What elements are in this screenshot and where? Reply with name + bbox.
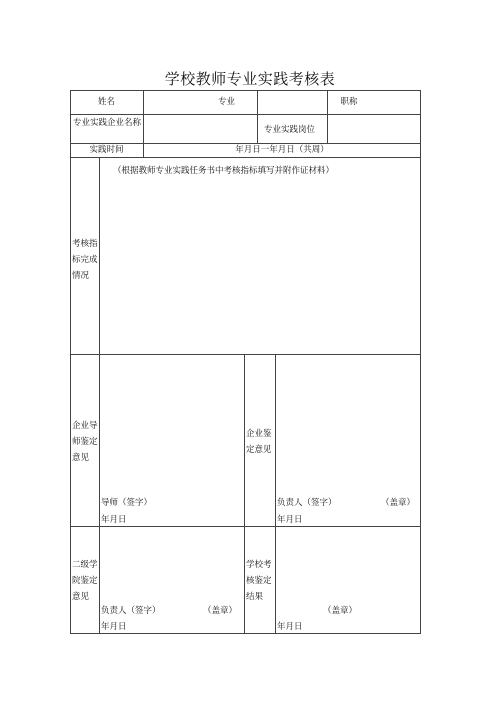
college-date: 年月日 (101, 622, 127, 632)
company-sign-label: 负责人（签字） (277, 498, 337, 508)
company-name-label: 专业实践企业名称 (73, 118, 142, 128)
mentor-sign-label: 导师（签字） (101, 498, 153, 508)
time-value: 年月日一年月日（共周） (235, 145, 329, 155)
college-seal-label: （盖章） (203, 606, 238, 616)
page-title: 学校教师专业实践考核表 (164, 70, 336, 88)
col-divider (257, 90, 258, 115)
mentor-opinion-label: 企业导 师鉴定 意见 (72, 421, 98, 463)
col-divider (275, 354, 276, 634)
school-seal-label: （盖章） (323, 606, 358, 616)
row-divider (70, 354, 421, 355)
col-divider (244, 354, 245, 634)
col-divider (143, 90, 144, 115)
col-divider (99, 157, 100, 634)
name-label: 姓名 (97, 97, 115, 107)
company-date: 年月日 (277, 515, 303, 525)
rank-label: 职称 (340, 97, 358, 107)
assessment-note: （根据教师专业实践任务书中考核指标填写并附作证材料） (113, 166, 335, 176)
college-opinion-label: 二级学 院鉴定 意见 (72, 560, 98, 602)
company-seal-label: （盖章） (381, 498, 416, 508)
company-opinion-label: 企业鉴 定意见 (246, 429, 272, 455)
major-label: 专业 (218, 97, 236, 107)
school-result-label: 学校考 核鉴定 结果 (246, 560, 272, 602)
school-date: 年月日 (277, 622, 303, 632)
mentor-date: 年月日 (101, 515, 127, 525)
post-label: 专业实践岗位 (264, 125, 316, 135)
assessment-label: 考核指 标完成 情况 (72, 239, 98, 281)
col-divider (257, 114, 258, 144)
col-divider (327, 114, 328, 144)
college-sign-label: 负责人（签字） (101, 606, 161, 616)
time-label: 实践时间 (89, 145, 124, 155)
